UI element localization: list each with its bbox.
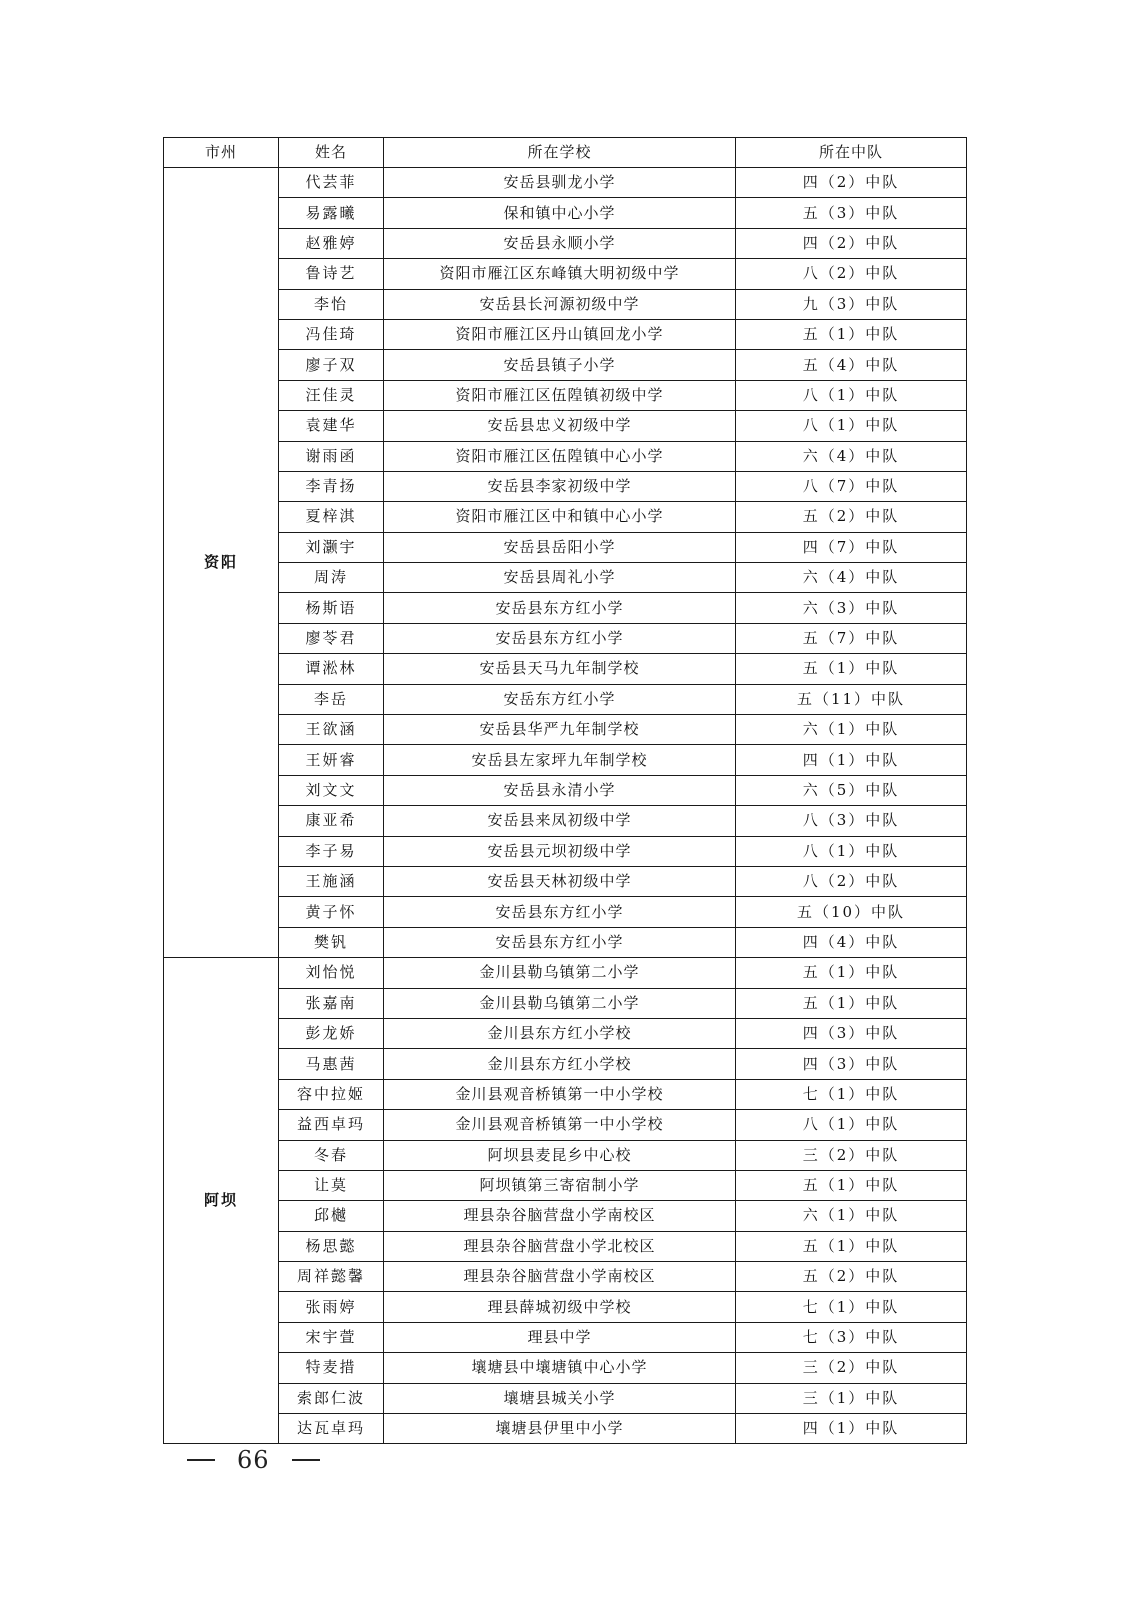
table-row bbox=[164, 1353, 967, 1383]
school-cell: 安岳县忠义初级中学 bbox=[384, 411, 736, 441]
student-name-cell: 杨思懿 bbox=[279, 1231, 384, 1261]
header-city: 市州 bbox=[164, 138, 279, 168]
student-name-cell: 彭龙娇 bbox=[279, 1018, 384, 1048]
table-row bbox=[164, 715, 967, 745]
student-name-cell: 冬春 bbox=[279, 1140, 384, 1170]
school-cell: 安岳县镇子小学 bbox=[384, 350, 736, 380]
school-cell: 理县杂谷脑营盘小学北校区 bbox=[384, 1231, 736, 1261]
footer-left-dash bbox=[187, 1459, 215, 1461]
student-name-cell: 达瓦卓玛 bbox=[279, 1414, 384, 1444]
table-row bbox=[164, 1170, 967, 1200]
student-name-cell: 王欲涵 bbox=[279, 715, 384, 745]
student-name-cell: 王施涵 bbox=[279, 866, 384, 896]
table-row bbox=[164, 1414, 967, 1444]
student-name-cell: 李怡 bbox=[279, 289, 384, 319]
student-name-cell: 刘灏宇 bbox=[279, 532, 384, 562]
student-name-cell: 汪佳灵 bbox=[279, 380, 384, 410]
school-cell: 金川县东方红小学校 bbox=[384, 1018, 736, 1048]
school-cell: 安岳县东方红小学 bbox=[384, 623, 736, 653]
table-row bbox=[164, 958, 967, 988]
squad-cell: 八（1）中队 bbox=[736, 836, 967, 866]
table-row bbox=[164, 1292, 967, 1322]
student-name-cell: 黄子怀 bbox=[279, 897, 384, 927]
school-cell: 资阳市雁江区伍隍镇初级中学 bbox=[384, 380, 736, 410]
table-row bbox=[164, 927, 967, 957]
table-row bbox=[164, 168, 967, 198]
school-cell: 安岳县岳阳小学 bbox=[384, 532, 736, 562]
student-name-cell: 李青扬 bbox=[279, 471, 384, 501]
squad-cell: 六（1）中队 bbox=[736, 715, 967, 745]
table-row bbox=[164, 228, 967, 258]
squad-cell: 五（11）中队 bbox=[736, 684, 967, 714]
table-row bbox=[164, 593, 967, 623]
school-cell: 安岳县周礼小学 bbox=[384, 563, 736, 593]
student-name-cell: 冯佳琦 bbox=[279, 319, 384, 349]
school-cell: 壤塘县中壤塘镇中心小学 bbox=[384, 1353, 736, 1383]
squad-cell: 四（1）中队 bbox=[736, 745, 967, 775]
squad-cell: 八（2）中队 bbox=[736, 259, 967, 289]
student-name-cell: 李子易 bbox=[279, 836, 384, 866]
student-name-cell: 周祥懿馨 bbox=[279, 1262, 384, 1292]
squad-cell: 五（1）中队 bbox=[736, 319, 967, 349]
squad-cell: 四（7）中队 bbox=[736, 532, 967, 562]
school-cell: 安岳东方红小学 bbox=[384, 684, 736, 714]
squad-cell: 三（2）中队 bbox=[736, 1140, 967, 1170]
table-row bbox=[164, 1140, 967, 1170]
student-name-cell: 袁建华 bbox=[279, 411, 384, 441]
table-row bbox=[164, 806, 967, 836]
header-name: 姓名 bbox=[279, 138, 384, 168]
table-row bbox=[164, 897, 967, 927]
school-cell: 安岳县元坝初级中学 bbox=[384, 836, 736, 866]
student-name-cell: 谭淞林 bbox=[279, 654, 384, 684]
student-name-cell: 索郎仁波 bbox=[279, 1383, 384, 1413]
header-squad: 所在中队 bbox=[736, 138, 967, 168]
school-cell: 安岳县华严九年制学校 bbox=[384, 715, 736, 745]
school-cell: 安岳县东方红小学 bbox=[384, 927, 736, 957]
squad-cell: 五（1）中队 bbox=[736, 988, 967, 1018]
table-row bbox=[164, 289, 967, 319]
table-row bbox=[164, 411, 967, 441]
table-row bbox=[164, 745, 967, 775]
student-name-cell: 特麦措 bbox=[279, 1353, 384, 1383]
school-cell: 资阳市雁江区东峰镇大明初级中学 bbox=[384, 259, 736, 289]
squad-cell: 六（4）中队 bbox=[736, 441, 967, 471]
table-row bbox=[164, 532, 967, 562]
squad-cell: 三（2）中队 bbox=[736, 1353, 967, 1383]
table-row bbox=[164, 198, 967, 228]
student-name-cell: 张雨婷 bbox=[279, 1292, 384, 1322]
squad-cell: 三（1）中队 bbox=[736, 1383, 967, 1413]
school-cell: 资阳市雁江区中和镇中心小学 bbox=[384, 502, 736, 532]
school-cell: 理县杂谷脑营盘小学南校区 bbox=[384, 1201, 736, 1231]
squad-cell: 四（4）中队 bbox=[736, 927, 967, 957]
table-row bbox=[164, 1383, 967, 1413]
school-cell: 安岳县永清小学 bbox=[384, 775, 736, 805]
student-name-cell: 鲁诗艺 bbox=[279, 259, 384, 289]
student-name-cell: 刘怡悦 bbox=[279, 958, 384, 988]
table-row bbox=[164, 350, 967, 380]
squad-cell: 五（3）中队 bbox=[736, 198, 967, 228]
student-name-cell: 容中拉姬 bbox=[279, 1079, 384, 1109]
table-row bbox=[164, 1049, 967, 1079]
school-cell: 金川县勒乌镇第二小学 bbox=[384, 988, 736, 1018]
table-row bbox=[164, 563, 967, 593]
roster-table bbox=[163, 137, 967, 1444]
student-name-cell: 康亚希 bbox=[279, 806, 384, 836]
squad-cell: 七（1）中队 bbox=[736, 1079, 967, 1109]
squad-cell: 八（7）中队 bbox=[736, 471, 967, 501]
school-cell: 安岳县东方红小学 bbox=[384, 897, 736, 927]
table-row bbox=[164, 259, 967, 289]
school-cell: 安岳县永顺小学 bbox=[384, 228, 736, 258]
school-cell: 安岳县天马九年制学校 bbox=[384, 654, 736, 684]
table-row bbox=[164, 1322, 967, 1352]
school-cell: 阿坝镇第三寄宿制小学 bbox=[384, 1170, 736, 1200]
student-name-cell: 宋宇萱 bbox=[279, 1322, 384, 1352]
student-name-cell: 张嘉南 bbox=[279, 988, 384, 1018]
squad-cell: 六（5）中队 bbox=[736, 775, 967, 805]
squad-cell: 八（2）中队 bbox=[736, 866, 967, 896]
table-row bbox=[164, 502, 967, 532]
school-cell: 理县中学 bbox=[384, 1322, 736, 1352]
squad-cell: 四（2）中队 bbox=[736, 168, 967, 198]
squad-cell: 八（1）中队 bbox=[736, 1110, 967, 1140]
school-cell: 金川县勒乌镇第二小学 bbox=[384, 958, 736, 988]
squad-cell: 五（1）中队 bbox=[736, 1170, 967, 1200]
student-name-cell: 周涛 bbox=[279, 563, 384, 593]
squad-cell: 五（2）中队 bbox=[736, 1262, 967, 1292]
table-row bbox=[164, 836, 967, 866]
squad-cell: 四（1）中队 bbox=[736, 1414, 967, 1444]
city-cell: 阿坝 bbox=[164, 958, 279, 1444]
city-cell: 资阳 bbox=[164, 168, 279, 958]
student-name-cell: 益西卓玛 bbox=[279, 1110, 384, 1140]
table-row bbox=[164, 866, 967, 896]
student-name-cell: 邱樾 bbox=[279, 1201, 384, 1231]
school-cell: 壤塘县城关小学 bbox=[384, 1383, 736, 1413]
student-name-cell: 王妍睿 bbox=[279, 745, 384, 775]
page-footer bbox=[187, 1444, 320, 1476]
school-cell: 安岳县天林初级中学 bbox=[384, 866, 736, 896]
school-cell: 安岳县长河源初级中学 bbox=[384, 289, 736, 319]
school-cell: 资阳市雁江区伍隍镇中心小学 bbox=[384, 441, 736, 471]
student-name-cell: 李岳 bbox=[279, 684, 384, 714]
squad-cell: 八（1）中队 bbox=[736, 411, 967, 441]
table-row bbox=[164, 380, 967, 410]
school-cell: 安岳县东方红小学 bbox=[384, 593, 736, 623]
student-name-cell: 杨斯语 bbox=[279, 593, 384, 623]
table-row bbox=[164, 319, 967, 349]
squad-cell: 七（1）中队 bbox=[736, 1292, 967, 1322]
school-cell: 金川县观音桥镇第一中小学校 bbox=[384, 1110, 736, 1140]
table-row bbox=[164, 1079, 967, 1109]
school-cell: 安岳县李家初级中学 bbox=[384, 471, 736, 501]
squad-cell: 六（3）中队 bbox=[736, 593, 967, 623]
table-row bbox=[164, 684, 967, 714]
squad-cell: 七（3）中队 bbox=[736, 1322, 967, 1352]
page-number: 66 bbox=[237, 1446, 270, 1474]
footer-right-dash bbox=[292, 1459, 320, 1461]
squad-cell: 六（4）中队 bbox=[736, 563, 967, 593]
squad-cell: 八（1）中队 bbox=[736, 380, 967, 410]
student-name-cell: 代芸菲 bbox=[279, 168, 384, 198]
table-row bbox=[164, 623, 967, 653]
table-body bbox=[164, 168, 967, 1444]
table-row bbox=[164, 988, 967, 1018]
table-row bbox=[164, 1018, 967, 1048]
table-row bbox=[164, 471, 967, 501]
table-row bbox=[164, 1262, 967, 1292]
squad-cell: 五（7）中队 bbox=[736, 623, 967, 653]
school-cell: 金川县观音桥镇第一中小学校 bbox=[384, 1079, 736, 1109]
student-name-cell: 廖子双 bbox=[279, 350, 384, 380]
table-header-row bbox=[164, 138, 967, 168]
school-cell: 安岳县来凤初级中学 bbox=[384, 806, 736, 836]
student-name-cell: 让莫 bbox=[279, 1170, 384, 1200]
school-cell: 安岳县驯龙小学 bbox=[384, 168, 736, 198]
student-name-cell: 廖苓君 bbox=[279, 623, 384, 653]
school-cell: 资阳市雁江区丹山镇回龙小学 bbox=[384, 319, 736, 349]
table-row bbox=[164, 654, 967, 684]
squad-cell: 四（3）中队 bbox=[736, 1018, 967, 1048]
student-name-cell: 谢雨函 bbox=[279, 441, 384, 471]
squad-cell: 六（1）中队 bbox=[736, 1201, 967, 1231]
squad-cell: 四（2）中队 bbox=[736, 228, 967, 258]
table-row bbox=[164, 775, 967, 805]
school-cell: 阿坝县麦昆乡中心校 bbox=[384, 1140, 736, 1170]
squad-cell: 五（1）中队 bbox=[736, 1231, 967, 1261]
squad-cell: 五（4）中队 bbox=[736, 350, 967, 380]
squad-cell: 四（3）中队 bbox=[736, 1049, 967, 1079]
school-cell: 理县薛城初级中学校 bbox=[384, 1292, 736, 1322]
table-row bbox=[164, 1201, 967, 1231]
table-row bbox=[164, 1110, 967, 1140]
school-cell: 保和镇中心小学 bbox=[384, 198, 736, 228]
squad-cell: 九（3）中队 bbox=[736, 289, 967, 319]
table-row bbox=[164, 1231, 967, 1261]
school-cell: 壤塘县伊里中小学 bbox=[384, 1414, 736, 1444]
school-cell: 金川县东方红小学校 bbox=[384, 1049, 736, 1079]
squad-cell: 五（1）中队 bbox=[736, 958, 967, 988]
student-name-cell: 樊钒 bbox=[279, 927, 384, 957]
student-name-cell: 马惠茜 bbox=[279, 1049, 384, 1079]
student-name-cell: 夏梓淇 bbox=[279, 502, 384, 532]
school-cell: 安岳县左家坪九年制学校 bbox=[384, 745, 736, 775]
student-name-cell: 刘文文 bbox=[279, 775, 384, 805]
table-row bbox=[164, 441, 967, 471]
school-cell: 理县杂谷脑营盘小学南校区 bbox=[384, 1262, 736, 1292]
header-school: 所在学校 bbox=[384, 138, 736, 168]
squad-cell: 五（10）中队 bbox=[736, 897, 967, 927]
squad-cell: 五（1）中队 bbox=[736, 654, 967, 684]
student-name-cell: 赵雅婷 bbox=[279, 228, 384, 258]
student-name-cell: 易露曦 bbox=[279, 198, 384, 228]
squad-cell: 八（3）中队 bbox=[736, 806, 967, 836]
squad-cell: 五（2）中队 bbox=[736, 502, 967, 532]
